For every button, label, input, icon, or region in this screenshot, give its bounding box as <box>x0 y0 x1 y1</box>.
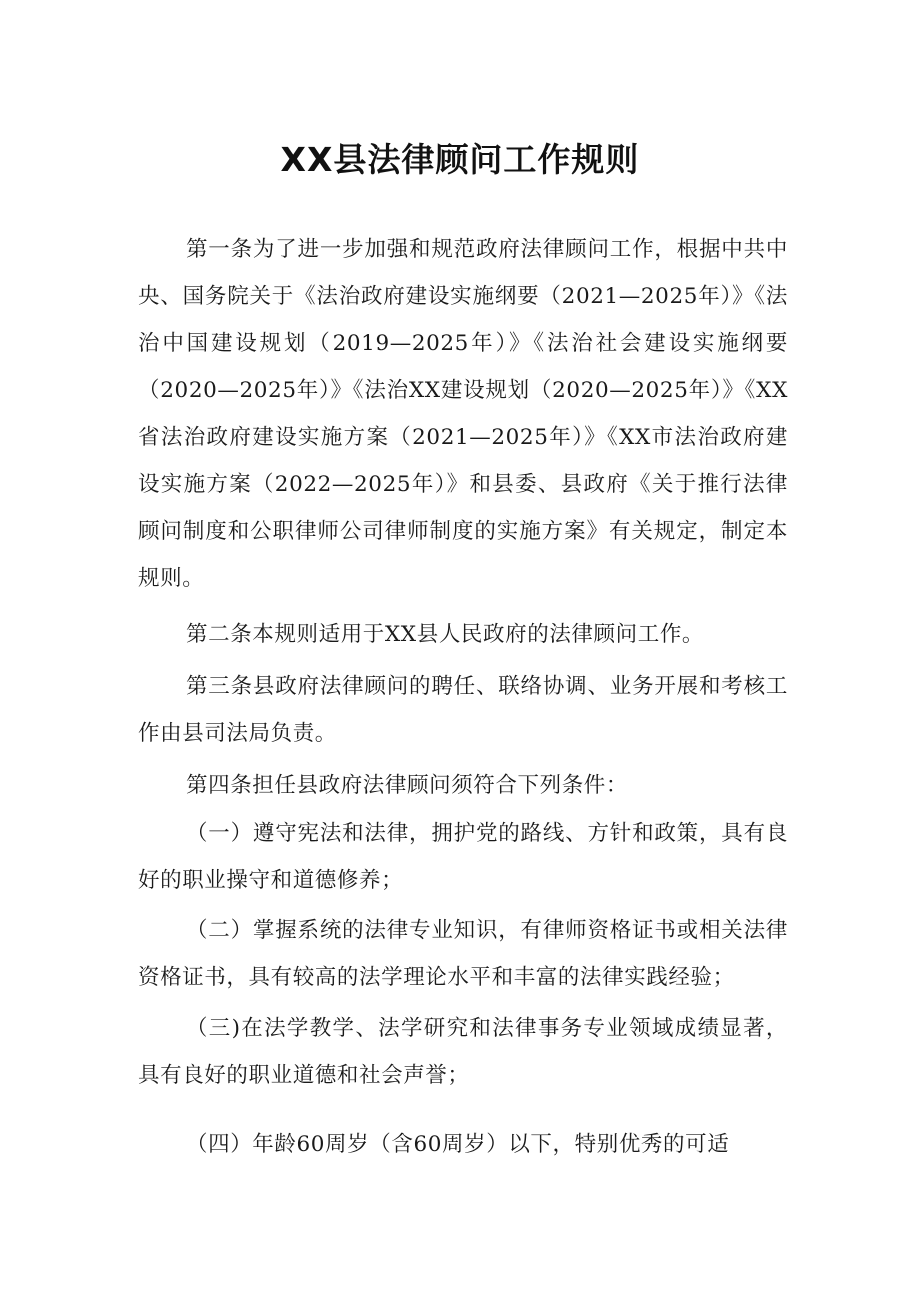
article-1-paragraph: 第一条为了进一步加强和规范政府法律顾问工作，根据中共中央、国务院关于《法治政府建设实施纲要（2021—2025年）》《法治中国建设规划（2019—2025年）》《法治社会建设实施纲要（2020—2025年）》《法治XX建设规划（2020—2025年）》《XX省法治政府建设实施方案（2021—2025年）》《XX市法治政府建设实施方案（2022—2025年）》和县委、县政府《关于推行法律顾问制度和公职律师公司律师制度的实施方案》有关规定，制定本规则。 <box>138 237 788 591</box>
article-3-paragraph: 第三条县政府法律顾问的聘任、联络协调、业务开展和考核工作由县司法局负责。 <box>138 674 788 746</box>
condition-4-paragraph: （四）年龄60周岁（含60周岁）以下，特别优秀的可适 <box>186 1132 730 1157</box>
condition-2-paragraph: （二）掌握系统的法律专业知识，有律师资格证书或相关法律资格证书，具有较高的法学理论水平和丰富的法律实践经验； <box>138 918 788 990</box>
article-4-paragraph: 第四条担任县政府法律顾问须符合下列条件： <box>186 773 629 798</box>
condition-1-paragraph: （一）遵守宪法和法律，拥护党的路线、方针和政策，具有良好的职业操守和道德修养； <box>138 821 788 893</box>
condition-3-paragraph: （三)在法学教学、法学研究和法律事务专业领域成绩显著，具有良好的职业道德和社会声誉； <box>138 1016 788 1088</box>
article-2-paragraph: 第二条本规则适用于XX县人民政府的法律顾问工作。 <box>186 622 705 647</box>
document-title: XX县法律顾问工作规则 <box>280 140 640 179</box>
